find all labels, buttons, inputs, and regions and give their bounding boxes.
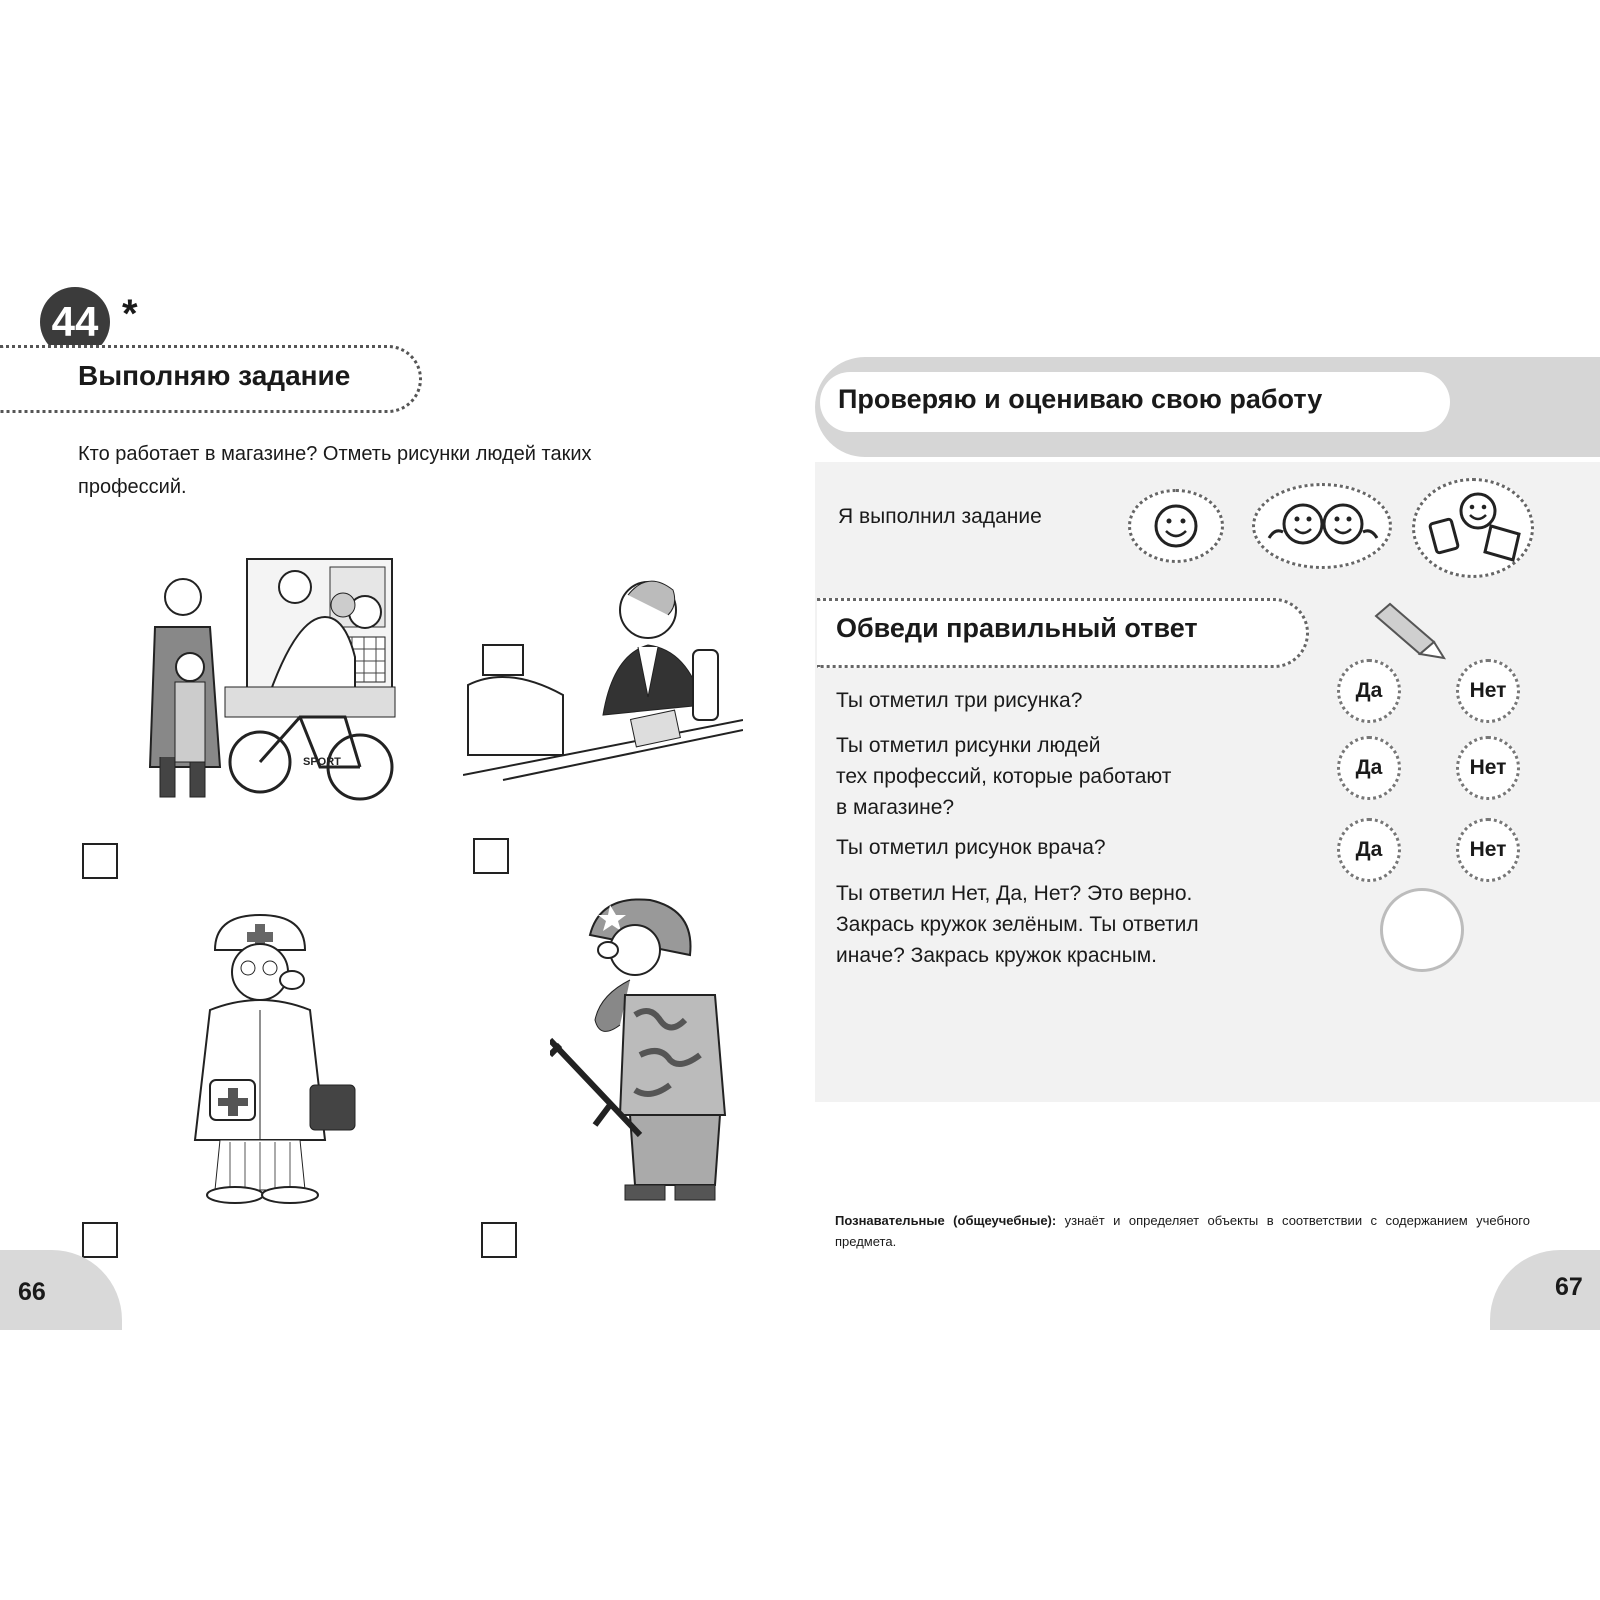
cashier-icon [463,575,743,795]
q1-no[interactable]: Нет [1456,659,1520,723]
question-1: Ты отметил три рисунка? [836,689,1083,712]
q3-yes[interactable]: Да [1337,818,1401,882]
footnote: Познавательные (общеучебные): узнаёт и определяет объекты в соответствии с содержанием учебного предмета. [835,1213,1530,1249]
checkbox-picture-3[interactable] [82,1222,118,1258]
q3-no[interactable]: Нет [1456,818,1520,882]
summary-text: Ты ответил Нет, Да, Нет? Это верно. Закрась кружок зелёным. Ты ответил иначе? Закрась кружок красным. [836,882,1199,967]
doctor-icon [170,910,370,1205]
difficulty-star: * [122,292,138,336]
rating-option-3[interactable] [1412,478,1534,578]
page-number-left: 66 [18,1278,46,1306]
task-instruction: Кто работает в магазине? Отметь рисунки людей таких профессий. [78,443,592,498]
sporting-goods-seller-icon [135,557,405,812]
page-number-right: 67 [1555,1273,1583,1301]
result-color-circle[interactable] [1380,888,1464,972]
answer-title: Обведи правильный ответ [836,613,1198,643]
check-title: Проверяю и оцениваю свою работу [838,384,1323,414]
rating-option-1[interactable] [1128,489,1224,563]
bike-label: SPORT [303,756,341,768]
two-smileys-icon [1255,486,1389,566]
smiley-with-books-icon [1415,481,1531,575]
q1-yes[interactable]: Да [1337,659,1401,723]
question-3: Ты отметил рисунок врача? [836,836,1106,859]
did-task-label: Я выполнил задание [838,505,1042,528]
section-title: Выполняю задание [78,360,351,391]
task-number-badge: 44 [40,287,110,357]
soldier-icon [550,895,740,1215]
rating-option-2[interactable] [1252,483,1392,569]
checkbox-picture-2[interactable] [473,838,509,874]
question-2: Ты отметил рисунки людей тех профессий, которые работают в магазине? [836,734,1172,819]
pencil-icon [1372,602,1452,662]
checkbox-picture-1[interactable] [82,843,118,879]
page-number-tab-right [1490,1250,1600,1330]
single-smiley-icon [1131,492,1221,560]
q2-yes[interactable]: Да [1337,736,1401,800]
q2-no[interactable]: Нет [1456,736,1520,800]
checkbox-picture-4[interactable] [481,1222,517,1258]
